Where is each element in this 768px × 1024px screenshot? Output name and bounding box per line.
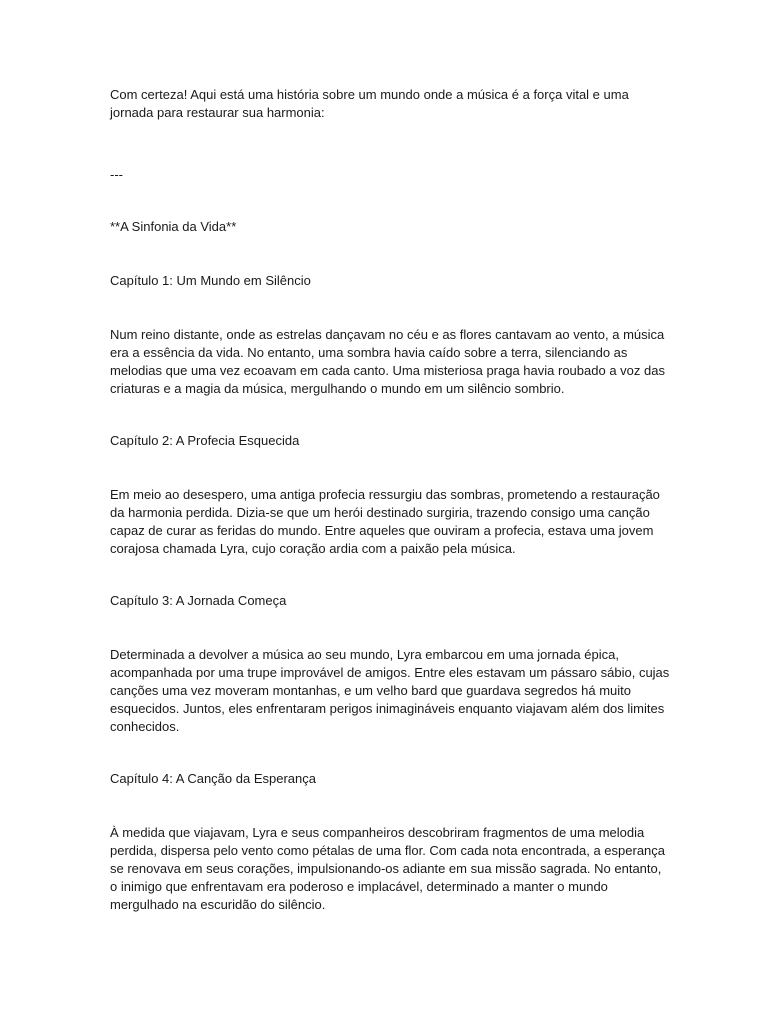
chapter-4-body: À medida que viajavam, Lyra e seus companheiros descobriram fragmentos de uma melodia perdida, dispersa pelo vento como pétalas de uma flor. Com cada nota encontrada, a esperança se renovava em seus corações, impulsionando-os adiante em sua missão sagrada. No entanto, o inimigo que enfrentavam era poderoso e implacável, determinado a manter o mundo mergulhado na escuridão do silêncio. bbox=[110, 825, 666, 912]
chapter-1-heading: Capítulo 1: Um Mundo em Silêncio bbox=[110, 273, 311, 288]
story-title: **A Sinfonia da Vida** bbox=[110, 219, 237, 234]
chapter-1-body: Num reino distante, onde as estrelas dançavam no céu e as flores cantavam ao vento, a música era a essência da vida. No entanto, uma sombra havia caído sobre a terra, silenciando as melodias que uma vez ecoavam em cada canto. Uma misteriosa praga havia roubado a voz das criaturas e a magia da música, mergulhando o mundo em um silêncio sombrio. bbox=[110, 327, 665, 396]
chapter-3-heading: Capítulo 3: A Jornada Começa bbox=[110, 593, 287, 608]
separator-line: --- bbox=[110, 167, 123, 182]
chapter-2-body: Em meio ao desespero, uma antiga profecia ressurgiu das sombras, prometendo a restauração da harmonia perdida. Dizia-se que um herói destinado surgiria, trazendo consigo uma canção capaz de curar as feridas do mundo. Entre aqueles que ouviram a profecia, estava uma jovem corajosa chamada Lyra, cujo coração ardia com a paixão pela música. bbox=[110, 487, 660, 556]
chapter-2-heading: Capítulo 2: A Profecia Esquecida bbox=[110, 433, 300, 448]
chapter-3-body: Determinada a devolver a música ao seu mundo, Lyra embarcou em uma jornada épica, acompanhada por uma trupe improvável de amigos. Entre eles estavam um pássaro sábio, cujas canções uma vez moveram montanhas, e um velho bard que guardava segredos há muito esquecidos. Juntos, eles enfrentaram perigos inimagináveis enquanto viajavam além dos limites conhecidos. bbox=[110, 647, 670, 734]
document-text bbox=[110, 86, 670, 948]
intro-paragraph: Com certeza! Aqui está uma história sobre um mundo onde a música é a força vital e uma jornada para restaurar sua harmonia: bbox=[110, 87, 629, 120]
chapter-4-heading: Capítulo 4: A Canção da Esperança bbox=[110, 771, 316, 786]
